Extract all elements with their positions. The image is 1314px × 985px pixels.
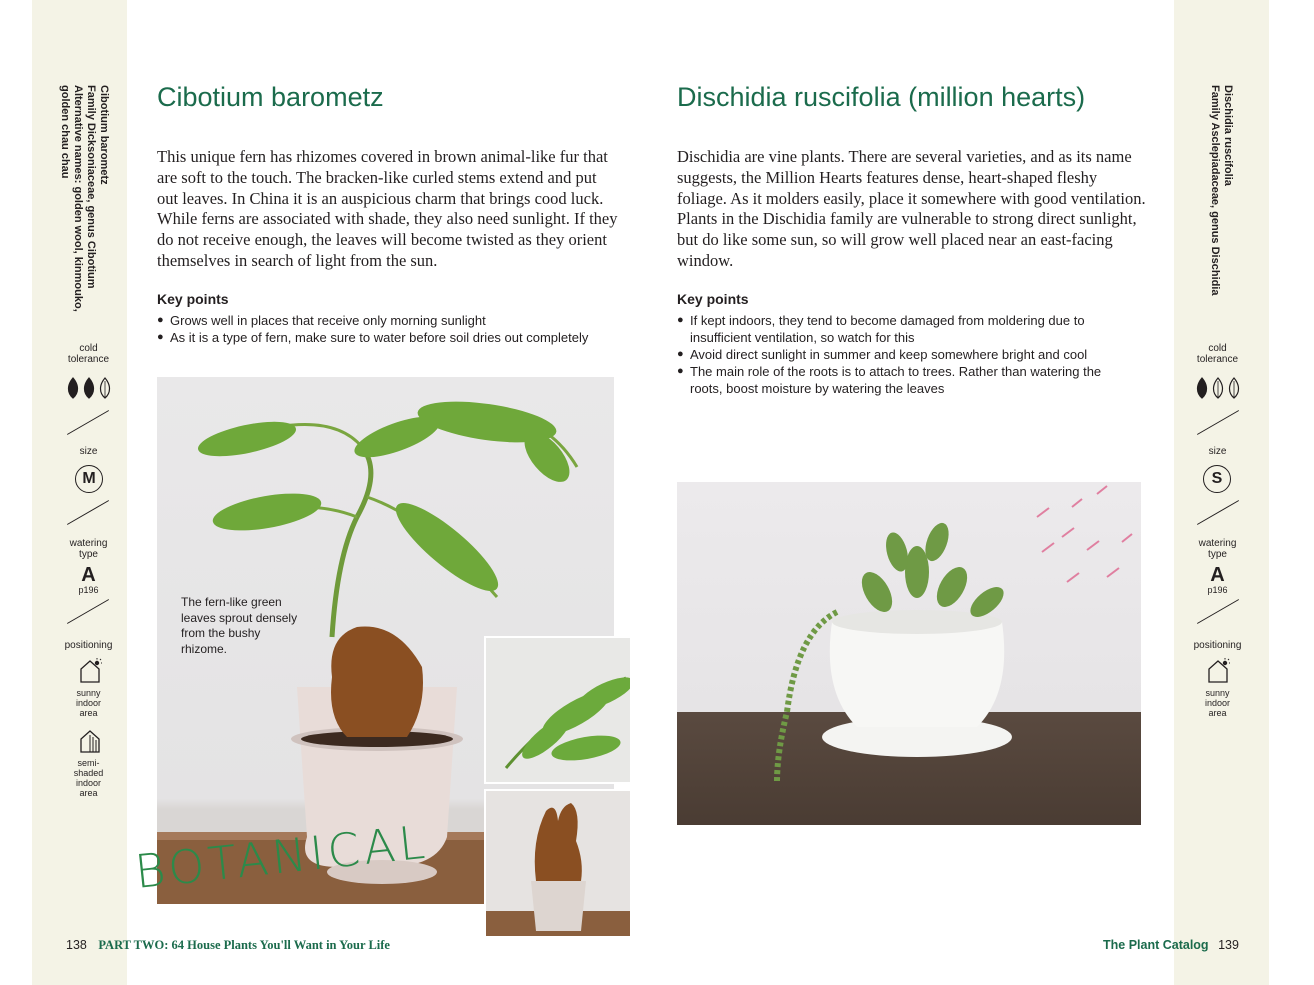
cold-tolerance-label: cold tolerance — [67, 343, 110, 365]
sidebar-family: Family Dicksoniaceae, genus Cibotium — [85, 85, 97, 289]
page-number: 138 — [66, 938, 87, 952]
key-points-list — [157, 312, 627, 346]
sidebar-scientific-name: Dischidia ruscifolia — [1222, 85, 1234, 186]
botanical-handwriting: BOTANICAL — [132, 814, 432, 899]
sidebar-alt-names-cont: golden chau chau — [59, 85, 71, 179]
key-points-heading: Key points — [677, 291, 749, 307]
rhizome-illustration — [486, 791, 630, 936]
plant-description: This unique fern has rhizomes covered in brown animal-like fur that are soft to the touch. The bracken-like curled stems extend and put out leaves. In China it is an auspicious charm that brings cood luck. While ferns are associated with shade, they also need sunlight. If they do not receive enough, the leaves will become twisted as they orient themselves in search of light from the sun. — [157, 147, 618, 270]
semi-shaded-indoor-icon — [78, 728, 102, 754]
left-sidebar-names — [58, 85, 110, 312]
cold-tolerance-leaves-icon — [66, 376, 112, 400]
sidebar-scientific-name: Cibotium barometz — [98, 85, 110, 185]
sidebar-family: Family Asclepiadaceae, genus Dischidia — [1209, 85, 1221, 296]
watering-type-label: watering type — [69, 538, 108, 560]
size-label: size — [79, 446, 98, 457]
size-badge: S — [1203, 465, 1231, 493]
key-points-list — [677, 312, 1137, 397]
key-point: ● As it is a type of fern, make sure to water before soil dries out completely — [157, 329, 627, 346]
fern-leaf-closeup-photo — [484, 636, 632, 784]
right-sidebar-names — [1208, 85, 1234, 296]
dischidia-photo — [677, 482, 1141, 825]
sunny-indoor-icon — [78, 658, 102, 684]
fern-leaf-illustration — [486, 638, 630, 782]
sidebar-alt-names: Alternative names: golden wool, kinmouko, — [72, 85, 84, 312]
page-number: 139 — [1218, 938, 1239, 952]
sunny-indoor-icon — [1206, 658, 1230, 684]
size-label: size — [1208, 446, 1227, 457]
dischidia-illustration — [677, 482, 1141, 825]
fern-rhizome-photo — [484, 789, 632, 938]
watering-type-value: A — [1210, 564, 1225, 586]
key-point: ● If kept indoors, they tend to become damaged from moldering due to insufficient ventilation, so watch for this — [677, 312, 1137, 346]
plant-title: Dischidia ruscifolia (million hearts) — [677, 82, 1086, 112]
plant-description: Dischidia are vine plants. There are several varieties, and as its name suggests, the Million Hearts features dense, heart-shaped fleshy foliage. As it molders easily, place it somewhere with good ventilation. Plants in the Dischidia family are vulnerable to strong direct sunlight, but do like some sun, so will grow well placed near an east-facing window. — [677, 147, 1146, 270]
key-point: ● Grows well in places that receive only morning sunlight — [157, 312, 627, 329]
watering-page-ref: p196 — [78, 585, 99, 595]
left-footer — [66, 938, 390, 953]
key-points-heading: Key points — [157, 291, 229, 307]
photo-caption: The fern-like green leaves sprout densely from the bushy rhizome. — [181, 595, 298, 656]
running-head: The Plant Catalog — [1103, 938, 1209, 952]
running-head: PART TWO: 64 House Plants You'll Want in Your Life — [98, 938, 390, 952]
key-point: ● The main role of the roots is to attach to trees. Rather than watering the roots, boost moisture by watering the leaves — [677, 363, 1137, 397]
watering-type-value: A — [81, 564, 96, 586]
watering-page-ref: p196 — [1207, 585, 1228, 595]
positioning-label: positioning — [64, 640, 113, 651]
position-sunny-label: sunny indoor area — [75, 688, 102, 718]
size-badge: M — [75, 465, 103, 493]
plant-title: Cibotium barometz — [157, 82, 384, 112]
positioning-label: positioning — [1193, 640, 1242, 651]
position-sunny-label: sunny indoor area — [1204, 688, 1231, 718]
right-footer — [1103, 938, 1239, 952]
position-semi-shaded-label: semi- shaded indoor area — [73, 758, 104, 798]
cold-tolerance-leaves-icon — [1195, 376, 1241, 400]
watering-type-label: watering type — [1198, 538, 1237, 560]
key-point: ● Avoid direct sunlight in summer and keep somewhere bright and cool — [677, 346, 1137, 363]
cold-tolerance-label: cold tolerance — [1196, 343, 1239, 365]
